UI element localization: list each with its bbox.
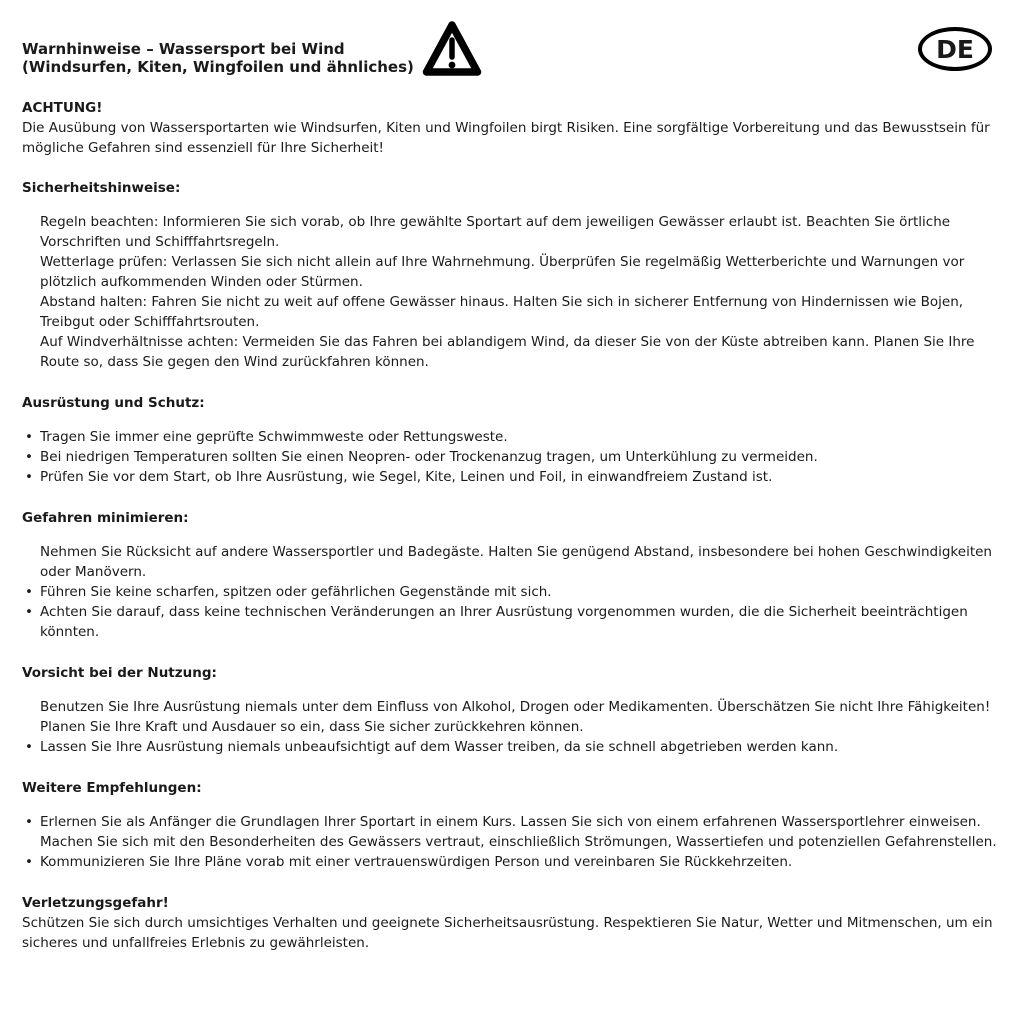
list-item: Wetterlage prüfen: Verlassen Sie sich nicht allein auf Ihre Wahrnehmung. Überprüfen Sie regelmäßig Wetterberichte und Warnungen vor plötzlich aufkommenden Winden oder Stürmen. <box>40 254 965 290</box>
list-item: Benutzen Sie Ihre Ausrüstung niemals unter dem Einfluss von Alkohol, Drogen oder Medikamenten. Überschätzen Sie nicht Ihre Fähigkeiten! Planen Sie Ihre Kraft und Ausdauer so ein, dass Sie sicher zurückkehren können. <box>40 699 991 735</box>
document-header <box>22 34 1000 80</box>
section-heading: Gefahren minimieren: <box>22 510 189 526</box>
section-ausruestung-und-schutz <box>22 393 1000 487</box>
injury-warning-body: Schützen Sie sich durch umsichtiges Verhalten und geeignete Sicherheitsausrüstung. Respektieren Sie Natur, Wetter und Mitmenschen, um ein sicheres und unfallfreies Erlebnis zu gewährleisten. <box>22 915 993 951</box>
section-heading: Ausrüstung und Schutz: <box>22 395 205 411</box>
section-heading: Vorsicht bei der Nutzung: <box>22 665 217 681</box>
section-heading: Sicherheitshinweise: <box>22 180 181 196</box>
section-sicherheitshinweise <box>22 178 1000 372</box>
list-item: • Tragen Sie immer eine geprüfte Schwimmweste oder Rettungsweste. <box>22 427 1000 447</box>
list-item: • Erlernen Sie als Anfänger die Grundlagen Ihrer Sportart in einem Kurs. Lassen Sie sich von einem erfahrenen Wassersportlehrer einweisen. <box>22 812 1000 832</box>
warning-triangle-icon <box>422 18 482 84</box>
list-item: Auf Windverhältnisse achten: Vermeiden Sie das Fahren bei ablandigem Wind, da dieser Sie von der Küste abtreiben kann. Planen Sie Ihre Route so, dass Sie gegen den Wind zurückfahren können. <box>40 334 975 370</box>
injury-warning-block <box>22 893 1000 953</box>
list-item: • Prüfen Sie vor dem Start, ob Ihre Ausrüstung, wie Segel, Kite, Leinen und Foil, in einwandfreiem Zustand ist. <box>22 467 1000 487</box>
intro-heading: ACHTUNG! <box>22 100 103 116</box>
section-gefahren-minimieren <box>22 508 1000 642</box>
section-weitere-empfehlungen <box>22 778 1000 872</box>
intro-body: Die Ausübung von Wassersportarten wie Windsurfen, Kiten und Wingfoilen birgt Risiken. Eine sorgfältige Vorbereitung und das Bewusstsein für mögliche Gefahren sind essenziell für Ihre Sicherheit! <box>22 120 990 156</box>
section-vorsicht-bei-der-nutzung <box>22 663 1000 757</box>
list-item: Nehmen Sie Rücksicht auf andere Wassersportler und Badegäste. Halten Sie genügend Abstand, insbesondere bei hohen Geschwindigkeiten oder Manövern. <box>40 544 992 580</box>
list-item: Abstand halten: Fahren Sie nicht zu weit auf offene Gewässer hinaus. Halten Sie sich in sicherer Entfernung von Hindernissen wie Bojen, Treibgut oder Schifffahrtsrouten. <box>40 294 964 330</box>
list-item: • Achten Sie darauf, dass keine technischen Veränderungen an Ihrer Ausrüstung vorgenommen wurden, die die Sicherheit beeinträchtigen könnten. <box>22 602 1000 642</box>
page-title-line-1: Warnhinweise – Wassersport bei Wind <box>22 40 345 58</box>
injury-warning-heading: Verletzungsgefahr! <box>22 895 169 911</box>
list-item: Machen Sie sich mit den Besonderheiten des Gewässers vertraut, einschließlich Strömungen, Wassertiefen und potenziellen Gefahrenstellen. <box>40 834 997 850</box>
language-badge <box>918 27 992 71</box>
page-title <box>22 40 414 76</box>
page-title-line-2: (Windsurfen, Kiten, Wingfoilen und ähnliches) <box>22 58 414 76</box>
intro-block <box>22 98 1000 158</box>
list-item: • Kommunizieren Sie Ihre Pläne vorab mit einer vertrauenswürdigen Person und vereinbaren Sie Rückkehrzeiten. <box>22 852 1000 872</box>
list-item: • Führen Sie keine scharfen, spitzen oder gefährlichen Gegenstände mit sich. <box>22 582 1000 602</box>
section-heading: Weitere Empfehlungen: <box>22 780 202 796</box>
list-item: Regeln beachten: Informieren Sie sich vorab, ob Ihre gewählte Sportart auf dem jeweiligen Gewässer erlaubt ist. Beachten Sie örtliche Vorschriften und Schifffahrtsregeln. <box>40 214 951 250</box>
list-item: • Bei niedrigen Temperaturen sollten Sie einen Neopren- oder Trockenanzug tragen, um Unterkühlung zu vermeiden. <box>22 447 1000 467</box>
language-badge-label: DE <box>936 34 974 64</box>
list-item: • Lassen Sie Ihre Ausrüstung niemals unbeaufsichtigt auf dem Wasser treiben, da sie schnell abgetrieben werden kann. <box>22 737 1000 757</box>
